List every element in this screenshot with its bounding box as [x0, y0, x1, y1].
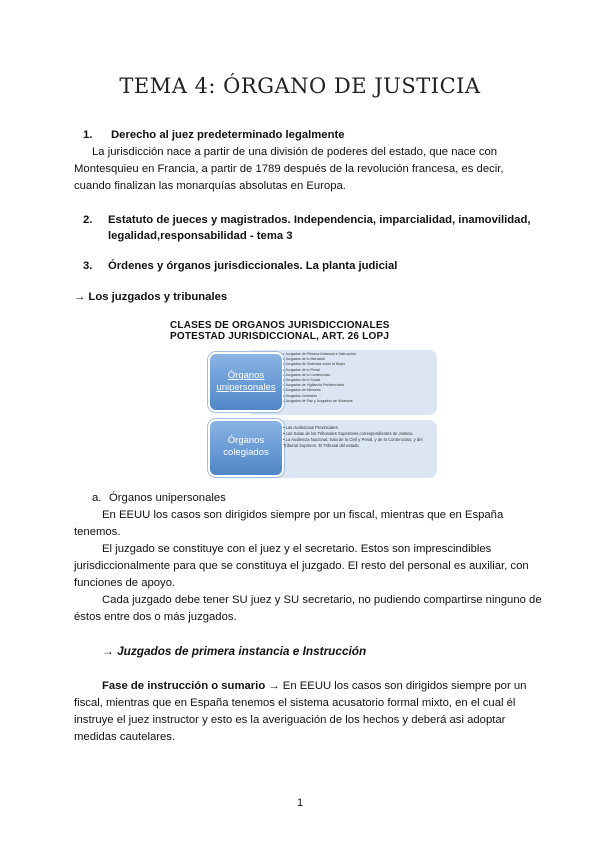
- section-1-number: 1.: [83, 129, 93, 141]
- page-title: TEMA 4: ÓRGANO DE JUSTICIA: [119, 74, 481, 98]
- diagram-list-item: • Juzgados de Violencia sobre la Mujer: [283, 362, 433, 367]
- paragraph-line: En EEUU los casos son dirigidos siempre por un fiscal, mientras que en España: [102, 509, 504, 521]
- paragraph-line: instruye el juez instructor y esto es la averiguación de los hechos y deberá asi adoptar: [74, 714, 506, 726]
- fase-bold-label: Fase de instrucción o sumario: [102, 680, 266, 692]
- paragraph-line: Cada juzgado debe tener SU juez y SU secretario, no pudiendo compartirse ninguno de: [102, 594, 542, 606]
- section-2-line: legalidad,responsabilidad - tema 3: [108, 230, 293, 242]
- diagram-title-line2: POTESTAD JURISDICCIONAL, ART. 26 LOPJ: [170, 331, 390, 342]
- diagram-box-label: unipersonales: [216, 382, 276, 393]
- section-3-heading: Órdenes y órganos jurisdiccionales. La planta judicial: [108, 260, 398, 272]
- diagram-list-item: • Juzgados de lo Mercantil: [283, 357, 433, 362]
- diagram-list-item: • Juzgados de Vigilancia Penitenciaria: [283, 383, 433, 388]
- diagram-list-item: • Juzgados de lo Social: [283, 378, 433, 383]
- section-2-number: 2.: [83, 214, 93, 226]
- diagram-list-item: • Juzgados de Menores: [283, 388, 433, 393]
- section-2-line: Estatuto de jueces y magistrados. Independencia, imparcialidad, inamovilidad,: [108, 214, 531, 226]
- section-a-heading: Órganos unipersonales: [109, 492, 226, 504]
- fase-line-1-rest: → En EEUU los casos son dirigidos siempre por un: [265, 680, 527, 692]
- page-number: 1: [296, 797, 304, 809]
- paragraph-line: éstos entre dos o más juzgados.: [74, 611, 237, 623]
- diagram-list-item: • Las Audiencias Provinciales.: [283, 425, 433, 431]
- diagram-list-colegiados: [283, 425, 433, 449]
- diagram-box-colegiados: [208, 419, 284, 477]
- diagram-title: [170, 320, 390, 342]
- diagram-box-label: colegiados: [223, 447, 269, 458]
- paragraph-line: fiscal, mientras que en España tenemos el sistema acusatorio formal mixto, en el cual él: [74, 697, 516, 709]
- section-1-line: La jurisdicción nace a partir de una división de poderes del estado, que nace con: [92, 146, 498, 158]
- diagram-list-item: • Juzgados de lo Contencioso: [283, 373, 433, 378]
- diagram-box-label: Órganos: [227, 370, 265, 381]
- diagram-list-item: • Juzgados de lo Penal: [283, 368, 433, 373]
- fase-line-1: [102, 678, 526, 696]
- diagram-box-unipersonales: [208, 352, 284, 412]
- paragraph-line: jurisdiccionalmente para que se constituya el juzgado. El resto del personal es auxiliar, con: [74, 560, 529, 572]
- subheading-juzgados-tribunales: → Los juzgados y tribunales: [74, 291, 228, 303]
- diagram-box-label: Órganos: [227, 435, 265, 446]
- juzgados-primera-instancia-heading: → Juzgados de primera instancia e Instrucción: [102, 644, 367, 658]
- section-1-line: cuando finalizan las monarquías absolutas en Europa.: [74, 180, 346, 192]
- paragraph-line: tenemos.: [74, 526, 121, 538]
- diagram-list-item: • Juzgados de Primera Instancia e Instrucción: [283, 352, 433, 357]
- section-1-line: Montesquieu en Francia, a partir de 1789 después de la revolución francesa, es decir,: [74, 163, 504, 175]
- paragraph-line: El juzgado se constituye con el juez y el secretario. Estos son imprescindibles: [102, 543, 492, 555]
- paragraph-line: funciones de apoyo.: [74, 577, 176, 589]
- paragraph-line: medidas cautelares.: [74, 731, 176, 743]
- section-1-heading: Derecho al juez predeterminado legalmente: [111, 129, 345, 141]
- diagram-list-item: • Juzgados Centrales: [283, 394, 433, 399]
- diagram-title-line1: CLASES DE ORGANOS JURISDICCIONALES: [170, 320, 390, 331]
- organos-diagram: [166, 312, 440, 480]
- diagram-list-item: • Juzgados de Paz y Juzgados de Violencia: [283, 399, 433, 404]
- section-3-number: 3.: [83, 260, 93, 272]
- diagram-list-unipersonales: [283, 352, 433, 404]
- diagram-list-item: • Las Salas de los Tribunales Superiores correspondientes de Justicia: [283, 431, 433, 437]
- section-a-label: a.: [92, 492, 102, 504]
- diagram-list-item: • La Audiencia Nacional, Sala de lo Civil y Penal, y de lo Contencioso, y del Tribunal Supremo. El Tribunal del estado: [283, 437, 433, 449]
